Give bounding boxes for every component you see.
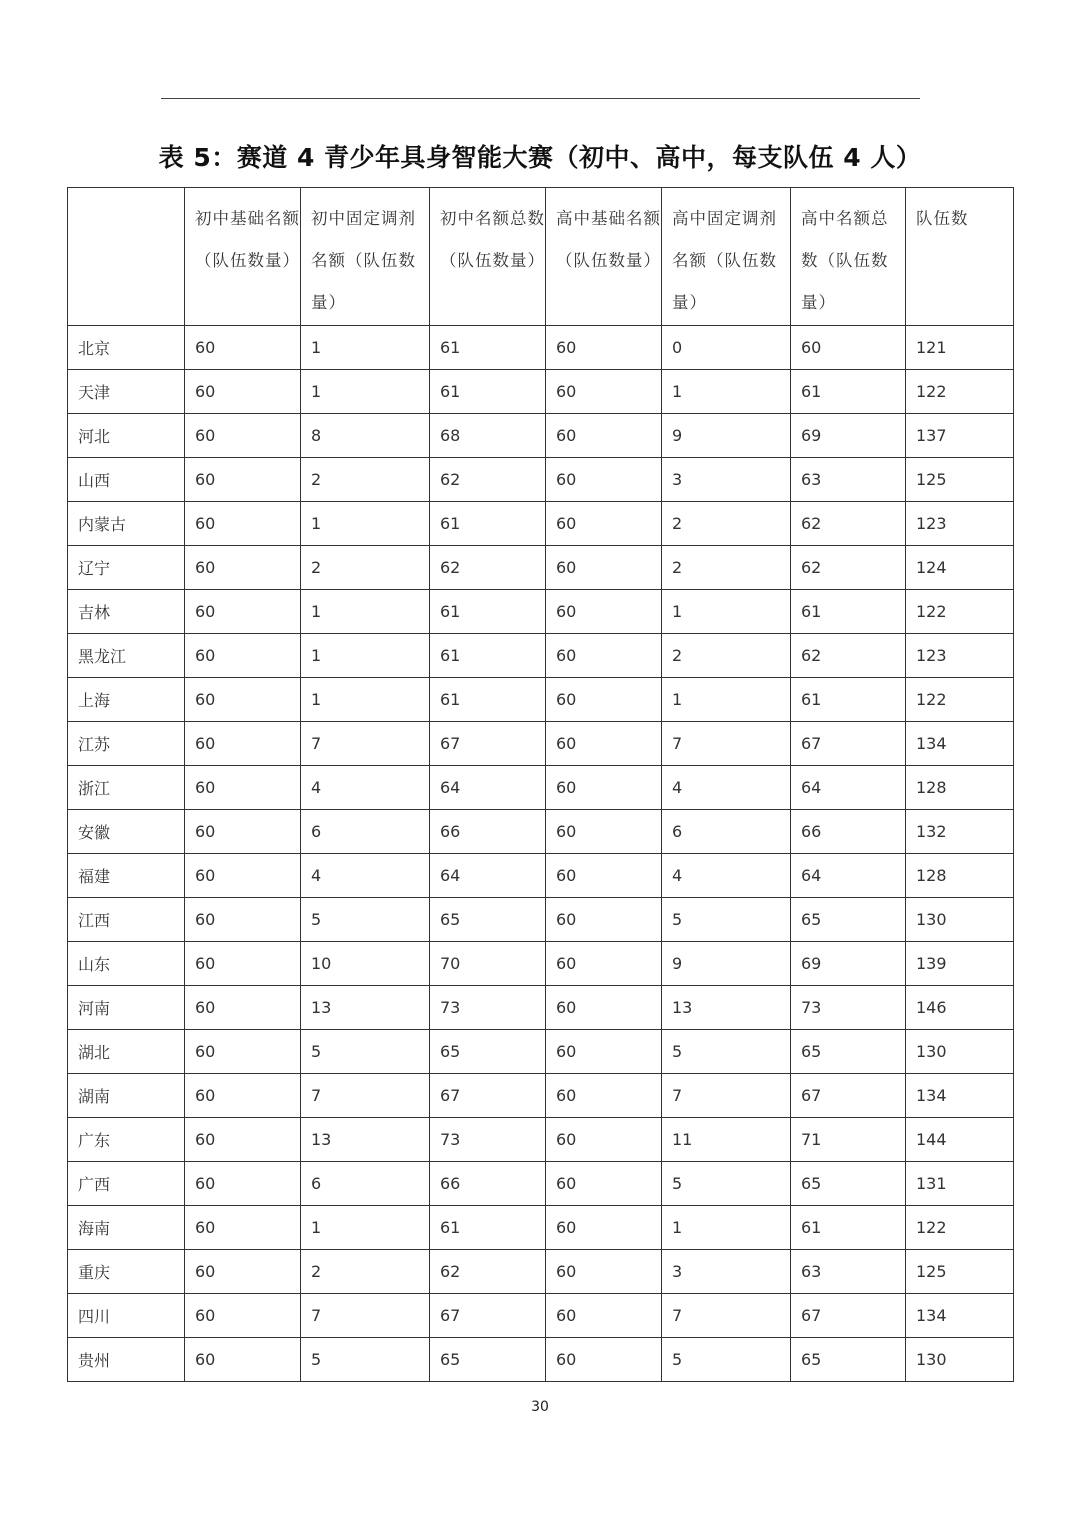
- table-row: [68, 590, 1014, 634]
- cell-team-count: 139: [906, 942, 1014, 986]
- cell-senior-adjust: 7: [662, 1294, 791, 1338]
- cell-team-count: 122: [906, 370, 1014, 414]
- cell-junior-total: 61: [430, 326, 546, 370]
- cell-junior-total: 67: [430, 722, 546, 766]
- cell-junior-total: 66: [430, 1162, 546, 1206]
- cell-senior-base: 60: [546, 370, 662, 414]
- cell-province: 山西: [68, 458, 185, 502]
- cell-team-count: 137: [906, 414, 1014, 458]
- cell-junior-total: 67: [430, 1294, 546, 1338]
- cell-junior-adjust: 6: [301, 1162, 430, 1206]
- cell-junior-total: 61: [430, 370, 546, 414]
- table-row: [68, 326, 1014, 370]
- table-row: [68, 1030, 1014, 1074]
- table-row: [68, 1338, 1014, 1382]
- cell-junior-base: 60: [185, 854, 301, 898]
- cell-junior-total: 65: [430, 898, 546, 942]
- cell-junior-total: 68: [430, 414, 546, 458]
- header-rule: [161, 98, 920, 99]
- cell-senior-base: 60: [546, 898, 662, 942]
- header-row: [68, 188, 1014, 326]
- cell-senior-base: 60: [546, 1162, 662, 1206]
- cell-senior-adjust: 5: [662, 1338, 791, 1382]
- cell-junior-total: 61: [430, 502, 546, 546]
- cell-senior-base: 60: [546, 1206, 662, 1250]
- cell-senior-adjust: 9: [662, 414, 791, 458]
- table-row: [68, 634, 1014, 678]
- cell-province: 江苏: [68, 722, 185, 766]
- cell-province: 海南: [68, 1206, 185, 1250]
- cell-team-count: 134: [906, 1294, 1014, 1338]
- cell-junior-total: 64: [430, 766, 546, 810]
- cell-province: 贵州: [68, 1338, 185, 1382]
- cell-senior-total: 61: [791, 370, 906, 414]
- cell-senior-base: 60: [546, 1250, 662, 1294]
- cell-team-count: 146: [906, 986, 1014, 1030]
- cell-senior-total: 64: [791, 854, 906, 898]
- header-cell-junior-adjust: 初中固定调剂名额（队伍数量）: [301, 188, 430, 326]
- cell-senior-base: 60: [546, 766, 662, 810]
- cell-junior-adjust: 1: [301, 590, 430, 634]
- cell-junior-base: 60: [185, 810, 301, 854]
- cell-junior-total: 66: [430, 810, 546, 854]
- cell-senior-base: 60: [546, 634, 662, 678]
- table-row: [68, 546, 1014, 590]
- header-cell-senior-total: 高中名额总数（队伍数量）: [791, 188, 906, 326]
- cell-senior-base: 60: [546, 414, 662, 458]
- header-cell-senior-adjust: 高中固定调剂名额（队伍数量）: [662, 188, 791, 326]
- cell-junior-base: 60: [185, 370, 301, 414]
- cell-junior-base: 60: [185, 590, 301, 634]
- cell-senior-adjust: 9: [662, 942, 791, 986]
- cell-team-count: 134: [906, 722, 1014, 766]
- cell-team-count: 121: [906, 326, 1014, 370]
- cell-junior-adjust: 1: [301, 370, 430, 414]
- cell-junior-base: 60: [185, 678, 301, 722]
- cell-province: 安徽: [68, 810, 185, 854]
- table-row: [68, 854, 1014, 898]
- cell-senior-base: 60: [546, 722, 662, 766]
- cell-senior-total: 67: [791, 722, 906, 766]
- cell-senior-adjust: 3: [662, 458, 791, 502]
- cell-junior-adjust: 5: [301, 1030, 430, 1074]
- cell-senior-adjust: 4: [662, 766, 791, 810]
- cell-senior-adjust: 2: [662, 546, 791, 590]
- cell-junior-adjust: 2: [301, 546, 430, 590]
- cell-junior-adjust: 4: [301, 854, 430, 898]
- cell-senior-adjust: 6: [662, 810, 791, 854]
- cell-junior-base: 60: [185, 1074, 301, 1118]
- cell-senior-adjust: 2: [662, 502, 791, 546]
- cell-junior-adjust: 2: [301, 1250, 430, 1294]
- cell-senior-adjust: 13: [662, 986, 791, 1030]
- header-cell-senior-base: 高中基础名额（队伍数量）: [546, 188, 662, 326]
- cell-senior-base: 60: [546, 1338, 662, 1382]
- cell-province: 黑龙江: [68, 634, 185, 678]
- cell-senior-adjust: 5: [662, 1030, 791, 1074]
- cell-senior-adjust: 1: [662, 370, 791, 414]
- cell-province: 广西: [68, 1162, 185, 1206]
- cell-team-count: 122: [906, 590, 1014, 634]
- cell-junior-total: 61: [430, 634, 546, 678]
- cell-team-count: 123: [906, 634, 1014, 678]
- cell-junior-adjust: 4: [301, 766, 430, 810]
- cell-junior-total: 61: [430, 1206, 546, 1250]
- cell-senior-total: 64: [791, 766, 906, 810]
- cell-province: 福建: [68, 854, 185, 898]
- cell-province: 河南: [68, 986, 185, 1030]
- cell-junior-base: 60: [185, 1250, 301, 1294]
- cell-senior-total: 65: [791, 1162, 906, 1206]
- cell-junior-base: 60: [185, 414, 301, 458]
- cell-junior-adjust: 5: [301, 1338, 430, 1382]
- table-row: [68, 502, 1014, 546]
- cell-junior-adjust: 1: [301, 1206, 430, 1250]
- header-cell-province: [68, 188, 185, 326]
- cell-senior-base: 60: [546, 326, 662, 370]
- table-row: [68, 766, 1014, 810]
- cell-team-count: 128: [906, 854, 1014, 898]
- cell-senior-total: 62: [791, 634, 906, 678]
- cell-junior-adjust: 1: [301, 326, 430, 370]
- cell-province: 内蒙古: [68, 502, 185, 546]
- cell-province: 山东: [68, 942, 185, 986]
- page-number: 30: [531, 1399, 549, 1415]
- cell-province: 天津: [68, 370, 185, 414]
- cell-senior-base: 60: [546, 810, 662, 854]
- cell-junior-total: 70: [430, 942, 546, 986]
- cell-junior-base: 60: [185, 502, 301, 546]
- cell-junior-base: 60: [185, 458, 301, 502]
- cell-junior-total: 64: [430, 854, 546, 898]
- cell-team-count: 144: [906, 1118, 1014, 1162]
- cell-junior-base: 60: [185, 722, 301, 766]
- cell-province: 湖北: [68, 1030, 185, 1074]
- cell-senior-total: 69: [791, 414, 906, 458]
- cell-junior-base: 60: [185, 942, 301, 986]
- cell-junior-adjust: 13: [301, 986, 430, 1030]
- table-row: [68, 986, 1014, 1030]
- table-body: [68, 326, 1014, 1382]
- table-title: 表 5：赛道 4 青少年具身智能大赛（初中、高中，每支队伍 4 人）: [158, 143, 922, 172]
- cell-junior-base: 60: [185, 326, 301, 370]
- cell-senior-total: 66: [791, 810, 906, 854]
- cell-team-count: 125: [906, 1250, 1014, 1294]
- cell-senior-adjust: 1: [662, 590, 791, 634]
- cell-senior-total: 62: [791, 502, 906, 546]
- cell-junior-base: 60: [185, 546, 301, 590]
- cell-team-count: 130: [906, 1338, 1014, 1382]
- cell-province: 辽宁: [68, 546, 185, 590]
- cell-senior-total: 65: [791, 898, 906, 942]
- cell-province: 湖南: [68, 1074, 185, 1118]
- cell-senior-base: 60: [546, 1074, 662, 1118]
- cell-senior-adjust: 1: [662, 1206, 791, 1250]
- cell-junior-total: 62: [430, 1250, 546, 1294]
- cell-senior-total: 71: [791, 1118, 906, 1162]
- cell-junior-base: 60: [185, 766, 301, 810]
- cell-team-count: 134: [906, 1074, 1014, 1118]
- table-row: [68, 370, 1014, 414]
- cell-junior-total: 67: [430, 1074, 546, 1118]
- cell-senior-base: 60: [546, 458, 662, 502]
- quota-table: [67, 187, 1014, 1382]
- table-row: [68, 1162, 1014, 1206]
- cell-junior-adjust: 6: [301, 810, 430, 854]
- cell-province: 北京: [68, 326, 185, 370]
- cell-junior-adjust: 8: [301, 414, 430, 458]
- table-row: [68, 414, 1014, 458]
- cell-senior-base: 60: [546, 546, 662, 590]
- cell-senior-total: 69: [791, 942, 906, 986]
- cell-junior-adjust: 1: [301, 634, 430, 678]
- cell-junior-base: 60: [185, 1294, 301, 1338]
- cell-junior-total: 73: [430, 1118, 546, 1162]
- cell-senior-adjust: 0: [662, 326, 791, 370]
- cell-junior-base: 60: [185, 898, 301, 942]
- cell-senior-base: 60: [546, 942, 662, 986]
- cell-junior-adjust: 7: [301, 1294, 430, 1338]
- cell-junior-base: 60: [185, 1030, 301, 1074]
- table-row: [68, 458, 1014, 502]
- cell-senior-adjust: 1: [662, 678, 791, 722]
- table-row: [68, 942, 1014, 986]
- cell-province: 吉林: [68, 590, 185, 634]
- cell-senior-base: 60: [546, 1294, 662, 1338]
- cell-senior-adjust: 11: [662, 1118, 791, 1162]
- cell-province: 四川: [68, 1294, 185, 1338]
- cell-junior-base: 60: [185, 1118, 301, 1162]
- cell-senior-total: 65: [791, 1338, 906, 1382]
- cell-province: 重庆: [68, 1250, 185, 1294]
- cell-junior-adjust: 5: [301, 898, 430, 942]
- cell-senior-adjust: 7: [662, 1074, 791, 1118]
- cell-junior-total: 73: [430, 986, 546, 1030]
- table-row: [68, 722, 1014, 766]
- cell-senior-base: 60: [546, 1118, 662, 1162]
- cell-junior-total: 65: [430, 1030, 546, 1074]
- cell-team-count: 128: [906, 766, 1014, 810]
- cell-senior-adjust: 5: [662, 1162, 791, 1206]
- cell-senior-base: 60: [546, 502, 662, 546]
- cell-junior-adjust: 13: [301, 1118, 430, 1162]
- cell-junior-total: 62: [430, 458, 546, 502]
- cell-junior-total: 65: [430, 1338, 546, 1382]
- cell-senior-total: 67: [791, 1074, 906, 1118]
- cell-senior-base: 60: [546, 854, 662, 898]
- cell-team-count: 130: [906, 898, 1014, 942]
- cell-senior-total: 67: [791, 1294, 906, 1338]
- cell-senior-adjust: 7: [662, 722, 791, 766]
- table-row: [68, 810, 1014, 854]
- cell-junior-base: 60: [185, 986, 301, 1030]
- cell-senior-total: 61: [791, 590, 906, 634]
- cell-junior-adjust: 2: [301, 458, 430, 502]
- cell-senior-total: 61: [791, 678, 906, 722]
- cell-province: 上海: [68, 678, 185, 722]
- cell-junior-adjust: 1: [301, 678, 430, 722]
- cell-senior-total: 61: [791, 1206, 906, 1250]
- cell-junior-base: 60: [185, 634, 301, 678]
- cell-team-count: 132: [906, 810, 1014, 854]
- table-row: [68, 678, 1014, 722]
- cell-senior-total: 63: [791, 1250, 906, 1294]
- cell-senior-total: 60: [791, 326, 906, 370]
- cell-senior-total: 62: [791, 546, 906, 590]
- cell-junior-base: 60: [185, 1162, 301, 1206]
- cell-junior-total: 61: [430, 678, 546, 722]
- cell-senior-adjust: 4: [662, 854, 791, 898]
- table-row: [68, 1074, 1014, 1118]
- cell-junior-adjust: 10: [301, 942, 430, 986]
- cell-team-count: 122: [906, 678, 1014, 722]
- cell-junior-total: 61: [430, 590, 546, 634]
- cell-senior-base: 60: [546, 986, 662, 1030]
- header-cell-junior-total: 初中名额总数（队伍数量）: [430, 188, 546, 326]
- table-row: [68, 1250, 1014, 1294]
- cell-team-count: 122: [906, 1206, 1014, 1250]
- cell-senior-adjust: 5: [662, 898, 791, 942]
- cell-junior-adjust: 1: [301, 502, 430, 546]
- cell-junior-adjust: 7: [301, 722, 430, 766]
- cell-province: 河北: [68, 414, 185, 458]
- cell-junior-adjust: 7: [301, 1074, 430, 1118]
- cell-senior-total: 73: [791, 986, 906, 1030]
- cell-senior-adjust: 3: [662, 1250, 791, 1294]
- table-row: [68, 1206, 1014, 1250]
- cell-province: 浙江: [68, 766, 185, 810]
- table-row: [68, 1294, 1014, 1338]
- cell-team-count: 125: [906, 458, 1014, 502]
- cell-team-count: 124: [906, 546, 1014, 590]
- header-cell-team-count: 队伍数: [906, 188, 1014, 326]
- cell-senior-base: 60: [546, 590, 662, 634]
- cell-junior-base: 60: [185, 1338, 301, 1382]
- cell-junior-base: 60: [185, 1206, 301, 1250]
- table-row: [68, 1118, 1014, 1162]
- cell-senior-total: 65: [791, 1030, 906, 1074]
- cell-senior-base: 60: [546, 678, 662, 722]
- cell-province: 江西: [68, 898, 185, 942]
- cell-junior-total: 62: [430, 546, 546, 590]
- cell-senior-adjust: 2: [662, 634, 791, 678]
- cell-province: 广东: [68, 1118, 185, 1162]
- cell-team-count: 130: [906, 1030, 1014, 1074]
- cell-senior-total: 63: [791, 458, 906, 502]
- cell-senior-base: 60: [546, 1030, 662, 1074]
- header-cell-junior-base: 初中基础名额（队伍数量）: [185, 188, 301, 326]
- cell-team-count: 123: [906, 502, 1014, 546]
- table-row: [68, 898, 1014, 942]
- cell-team-count: 131: [906, 1162, 1014, 1206]
